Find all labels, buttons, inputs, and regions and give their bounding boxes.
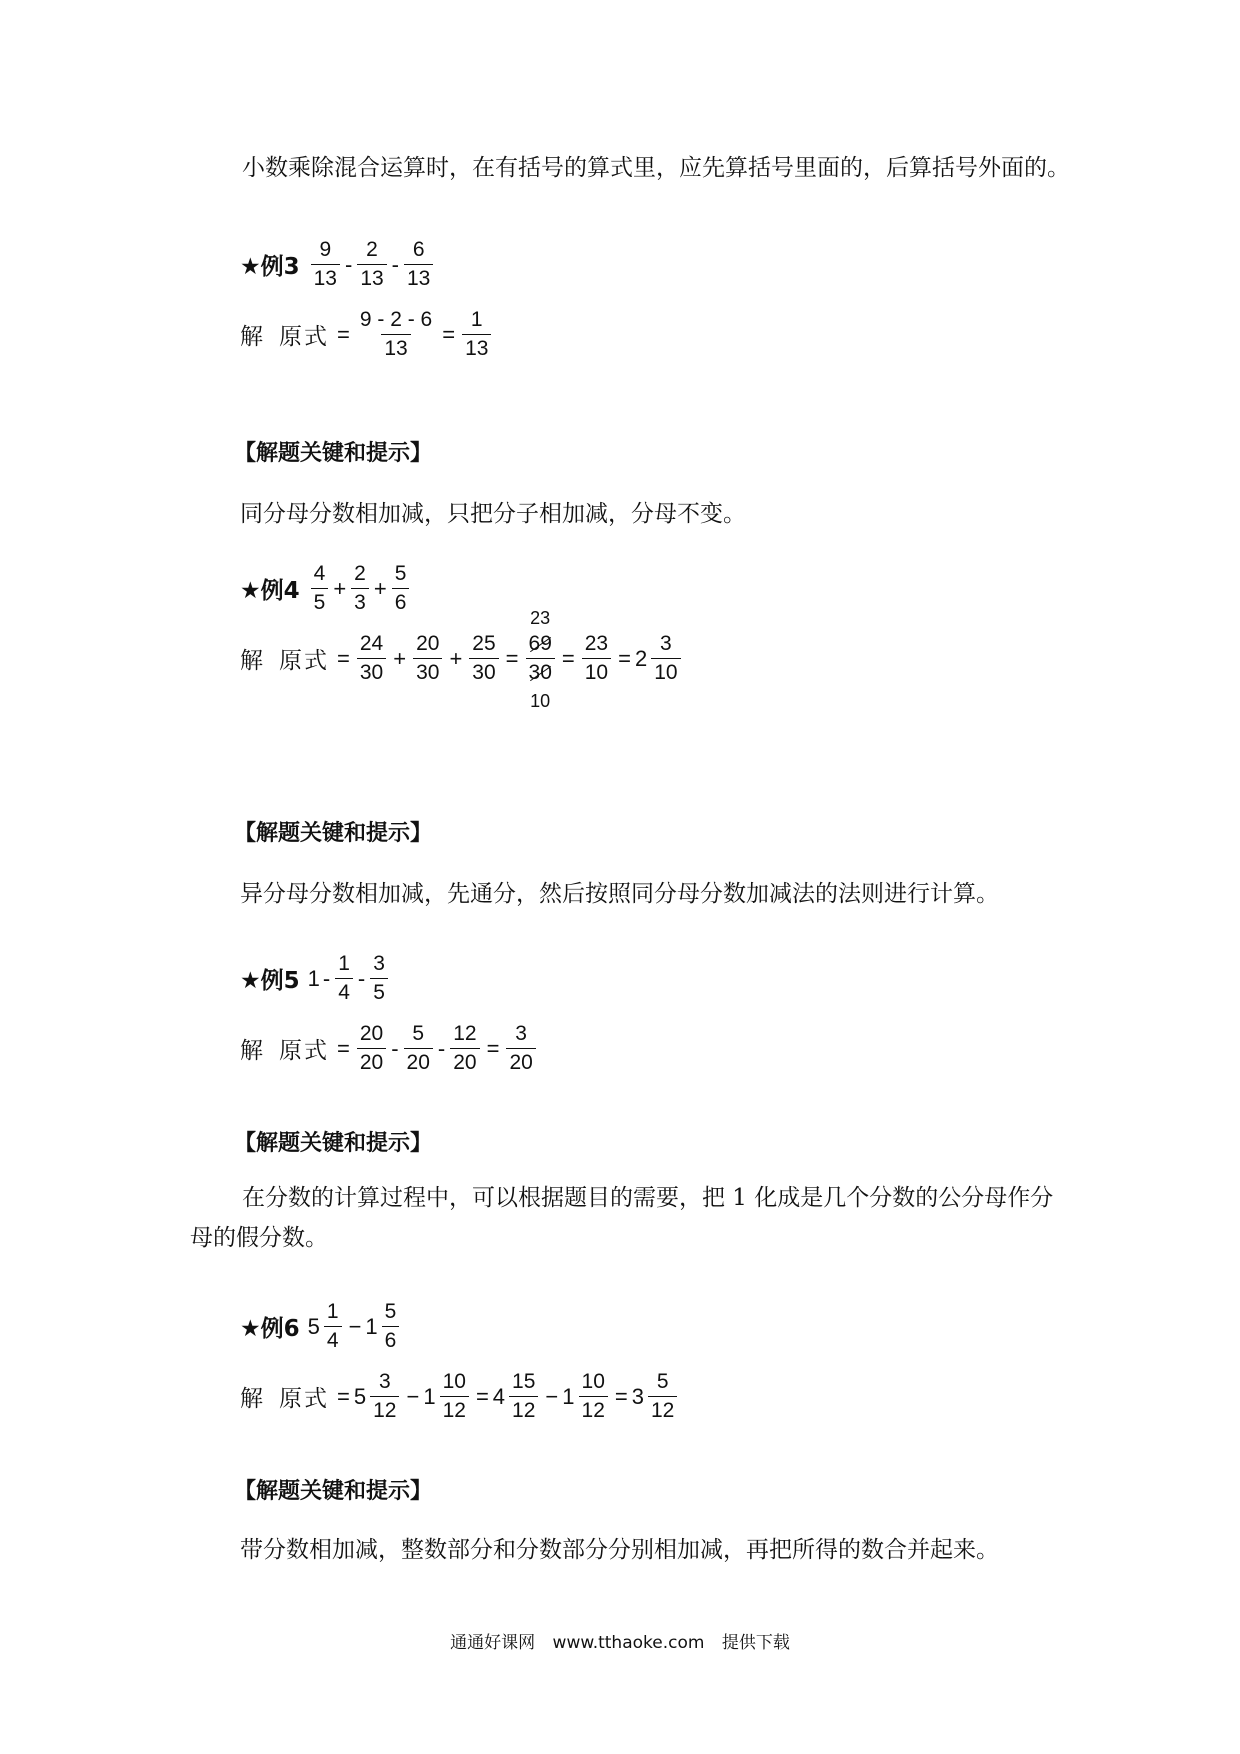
example-3-label: ★例3 [240, 254, 300, 280]
equals-sign: = [337, 645, 350, 671]
example-4-question [240, 562, 412, 615]
fraction: $\frac{5}{6}$ [382, 1300, 400, 1353]
fraction: $\frac{10}{12}$ [579, 1370, 608, 1423]
minus-sign: - [437, 1035, 446, 1061]
minus-sign: − [545, 1383, 559, 1409]
plus-sign: + [393, 645, 407, 671]
minus-sign: - [322, 965, 331, 991]
solution-label: 解 原式 [240, 324, 329, 350]
fraction: $\frac{15}{12}$ [509, 1370, 538, 1423]
equals-sign: = [618, 645, 631, 671]
hint-heading: 【解题关键和提示】 [234, 821, 433, 846]
fraction: $\frac{6}{13}$ [404, 238, 433, 291]
solution-label: 解 原式 [240, 1386, 329, 1412]
fraction: $\frac{2}{13}$ [357, 238, 386, 291]
mixed-whole: 1 [562, 1383, 575, 1409]
example-6-question [240, 1300, 402, 1353]
example-5-solution [240, 1022, 539, 1075]
mixed-whole: 3 [631, 1383, 644, 1409]
mixed-whole: 1 [365, 1313, 378, 1339]
footer-url[interactable]: www.tthaoke.com [552, 1633, 705, 1653]
solution-label: 解 原式 [240, 1038, 329, 1064]
minus-sign: - [357, 965, 366, 991]
plus-sign: + [373, 575, 387, 601]
fraction: $\frac{10}{12}$ [440, 1370, 469, 1423]
paragraph-hint-3: 在分数的计算过程中，可以根据题目的需要，把 1 化成是几个分数的公分母作分母的假分数。 [190, 1185, 1054, 1251]
mixed-whole: 1 [423, 1383, 436, 1409]
page-footer [0, 1628, 1240, 1653]
example-5-question [240, 952, 391, 1005]
fraction: $\frac{3}{5}$ [370, 952, 388, 1005]
fraction: $\frac{3}{10}$ [651, 632, 680, 685]
fraction: $\frac{2}{3}$ [351, 562, 369, 615]
example-6-solution [240, 1370, 680, 1423]
whole-number: 1 [307, 965, 320, 991]
footer-note: 提供下载 [721, 1633, 790, 1653]
fraction: $\frac{1}{4}$ [324, 1300, 342, 1353]
minus-sign: − [406, 1383, 420, 1409]
fraction: $\frac{3}{20}$ [506, 1022, 535, 1075]
fraction: $\frac{1}{4}$ [335, 952, 353, 1005]
reduced-denominator: 10 [530, 691, 551, 711]
fraction: $\frac{23}{10}$ [582, 632, 611, 685]
footer-site-name: 通通好课网 [450, 1633, 536, 1653]
equals-sign: = [614, 1383, 628, 1409]
paragraph-intro: 小数乘除混合运算时，在有括号的算式里，应先算括号里面的，后算括号外面的。 [242, 155, 1070, 181]
fraction: $\frac{1}{13}$ [462, 308, 491, 361]
equals-sign: = [475, 1383, 489, 1409]
mixed-whole: 5 [307, 1313, 320, 1339]
minus-sign: - [344, 251, 353, 277]
mixed-whole: 4 [492, 1383, 506, 1409]
paragraph-hint-2: 异分母分数相加减，先通分，然后按照同分母分数加减法的法则进行计算。 [240, 881, 999, 907]
plus-sign: + [449, 645, 463, 671]
fraction: $\frac{9 - 2 - 6}{13}$ [359, 308, 433, 360]
example-3-solution [240, 308, 494, 361]
fraction: $\frac{4}{5}$ [311, 562, 329, 615]
equals-sign: = [337, 1035, 350, 1061]
fraction: $\frac{5}{12}$ [648, 1370, 677, 1423]
example-3-question [240, 238, 436, 291]
equals-sign: = [561, 645, 575, 671]
fraction: $\frac{12}{20}$ [450, 1022, 479, 1075]
mixed-whole: 2 [634, 645, 648, 671]
hint-heading: 【解题关键和提示】 [234, 1479, 433, 1504]
example-4-label: ★例4 [240, 578, 300, 604]
example-6-label: ★例6 [240, 1316, 300, 1342]
mixed-whole: 5 [353, 1383, 367, 1409]
equals-sign: = [486, 1035, 500, 1061]
minus-sign: - [391, 1035, 399, 1061]
solution-label: 解 原式 [240, 648, 329, 674]
example-4-solution [240, 608, 684, 711]
minus-sign: − [348, 1313, 362, 1339]
minus-sign: - [391, 251, 399, 277]
equals-sign: = [337, 321, 350, 347]
fraction: $\frac{5}{6}$ [392, 562, 410, 615]
plus-sign: + [333, 575, 347, 601]
cancelled-fraction: 23 69 30 10 [526, 632, 555, 685]
fraction: $\frac{20}{20}$ [357, 1022, 386, 1075]
fraction: $\frac{25}{30}$ [469, 632, 498, 685]
fraction: $\frac{20}{30}$ [413, 632, 442, 685]
fraction: $\frac{3}{12}$ [370, 1370, 399, 1423]
example-5-label: ★例5 [240, 968, 300, 994]
equals-sign: = [442, 321, 456, 347]
fraction: $\frac{5}{20}$ [404, 1022, 433, 1075]
paragraph-hint-4: 带分数相加减，整数部分和分数部分分别相加减，再把所得的数合并起来。 [240, 1537, 999, 1563]
paragraph-hint-1: 同分母分数相加减，只把分子相加减，分母不变。 [240, 501, 746, 527]
fraction: $\frac{9}{13}$ [311, 238, 340, 291]
hint-heading: 【解题关键和提示】 [234, 441, 433, 466]
hint-heading: 【解题关键和提示】 [234, 1131, 433, 1156]
fraction: $\frac{24}{30}$ [357, 632, 386, 685]
equals-sign: = [337, 1383, 350, 1409]
equals-sign: = [505, 645, 519, 671]
reduced-numerator: 23 [530, 608, 551, 628]
